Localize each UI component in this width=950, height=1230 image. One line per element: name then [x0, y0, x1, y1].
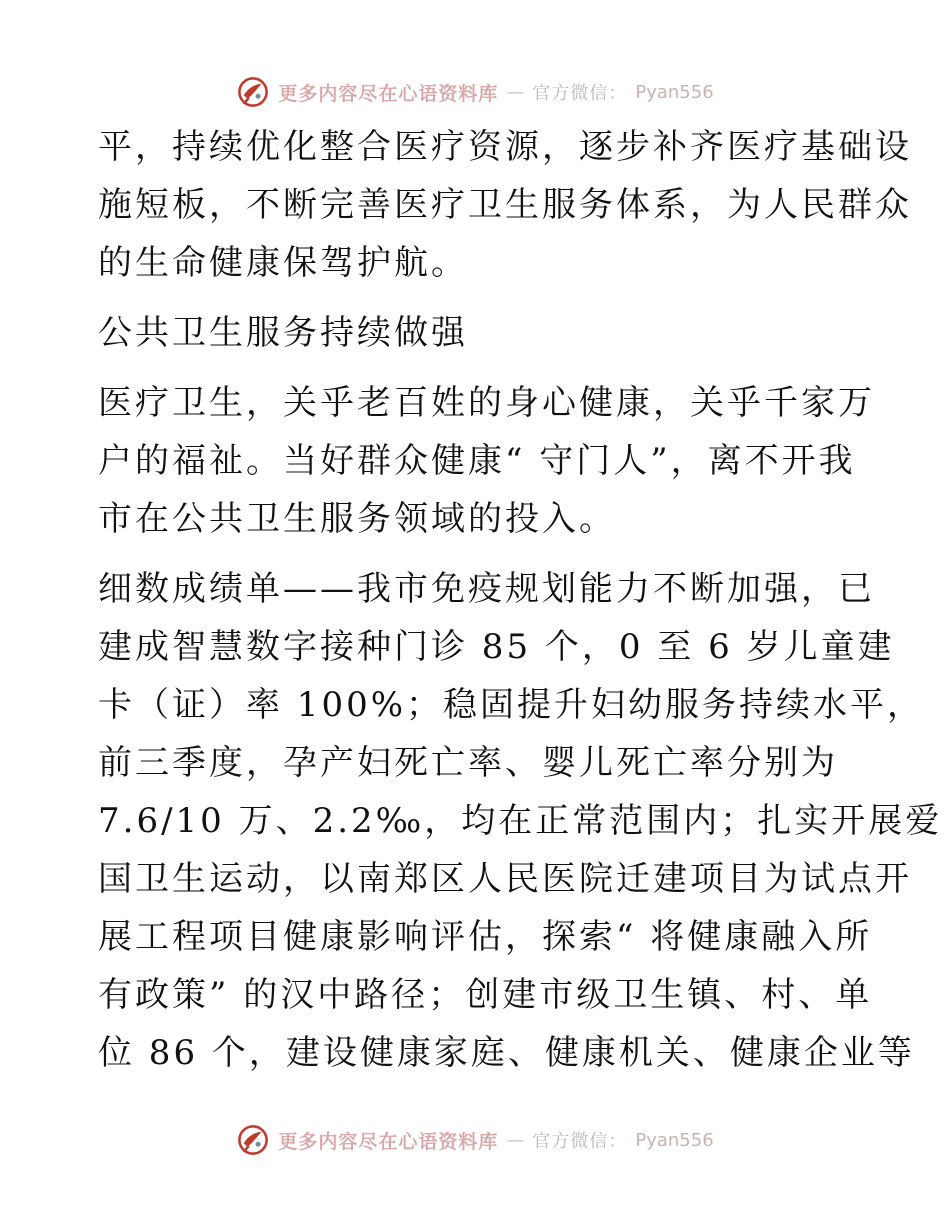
section-heading	[98, 304, 854, 362]
wm-logo-icon	[236, 1123, 270, 1157]
watermark-brand-text: 更多内容尽在心语资料库	[278, 1130, 499, 1153]
text-line: 卡（证）率 100%；稳固提升妇幼服务持续水平，	[98, 685, 925, 725]
text-line: 施短板，不断完善医疗卫生服务体系，为人民群众	[98, 185, 912, 225]
watermark-wechat-id: Pyan556	[635, 1129, 714, 1151]
paragraph	[98, 118, 912, 292]
text-line: 展工程项目健康影响评估，探索“ 将健康融入所	[98, 917, 873, 957]
text-line: 有政策” 的汉中路径；创建市级卫生镇、村、单	[98, 975, 873, 1015]
watermark-footer	[0, 1120, 950, 1160]
text-line: 公共卫生服务持续做强	[98, 313, 468, 353]
text-line: 户的福祉。当好群众健康“ 守门人”，离不开我	[98, 441, 856, 481]
text-line: 前三季度，孕产妇死亡率、婴儿死亡率分别为	[98, 743, 838, 783]
text-line: 建成智慧数字接种门诊 85 个，0 至 6 岁儿童建	[98, 627, 895, 667]
text-line: 国卫生运动，以南郑区人民医院迁建项目为试点开	[98, 859, 912, 899]
watermark-separator: —	[506, 81, 525, 103]
watermark-header	[0, 72, 950, 112]
watermark-wechat-id: Pyan556	[635, 81, 714, 103]
watermark-separator: —	[506, 1129, 525, 1151]
text-line: 市在公共卫生服务领域的投入。	[98, 499, 616, 539]
text-line: 平，持续优化整合医疗资源，逐步补齐医疗基础设	[98, 127, 912, 167]
text-line: 的生命健康保驾护航。	[98, 243, 468, 283]
wm-logo-icon	[236, 75, 270, 109]
text-line: 位 86 个，建设健康家庭、健康机关、健康企业等	[98, 1033, 915, 1073]
paragraph	[98, 374, 875, 548]
paragraph	[98, 560, 943, 1082]
watermark-official-label: 官方微信：	[532, 1131, 628, 1152]
text-line: 细数成绩单——我市免疫规划能力不断加强，已	[98, 569, 875, 609]
document-body	[98, 118, 943, 1082]
watermark-official-label: 官方微信：	[532, 83, 628, 104]
watermark-brand-text: 更多内容尽在心语资料库	[278, 82, 499, 105]
text-line: 7.6/10 万、2.2‰，均在正常范围内；扎实开展爱	[98, 801, 943, 841]
text-line: 医疗卫生，关乎老百姓的身心健康，关乎千家万	[98, 383, 875, 423]
